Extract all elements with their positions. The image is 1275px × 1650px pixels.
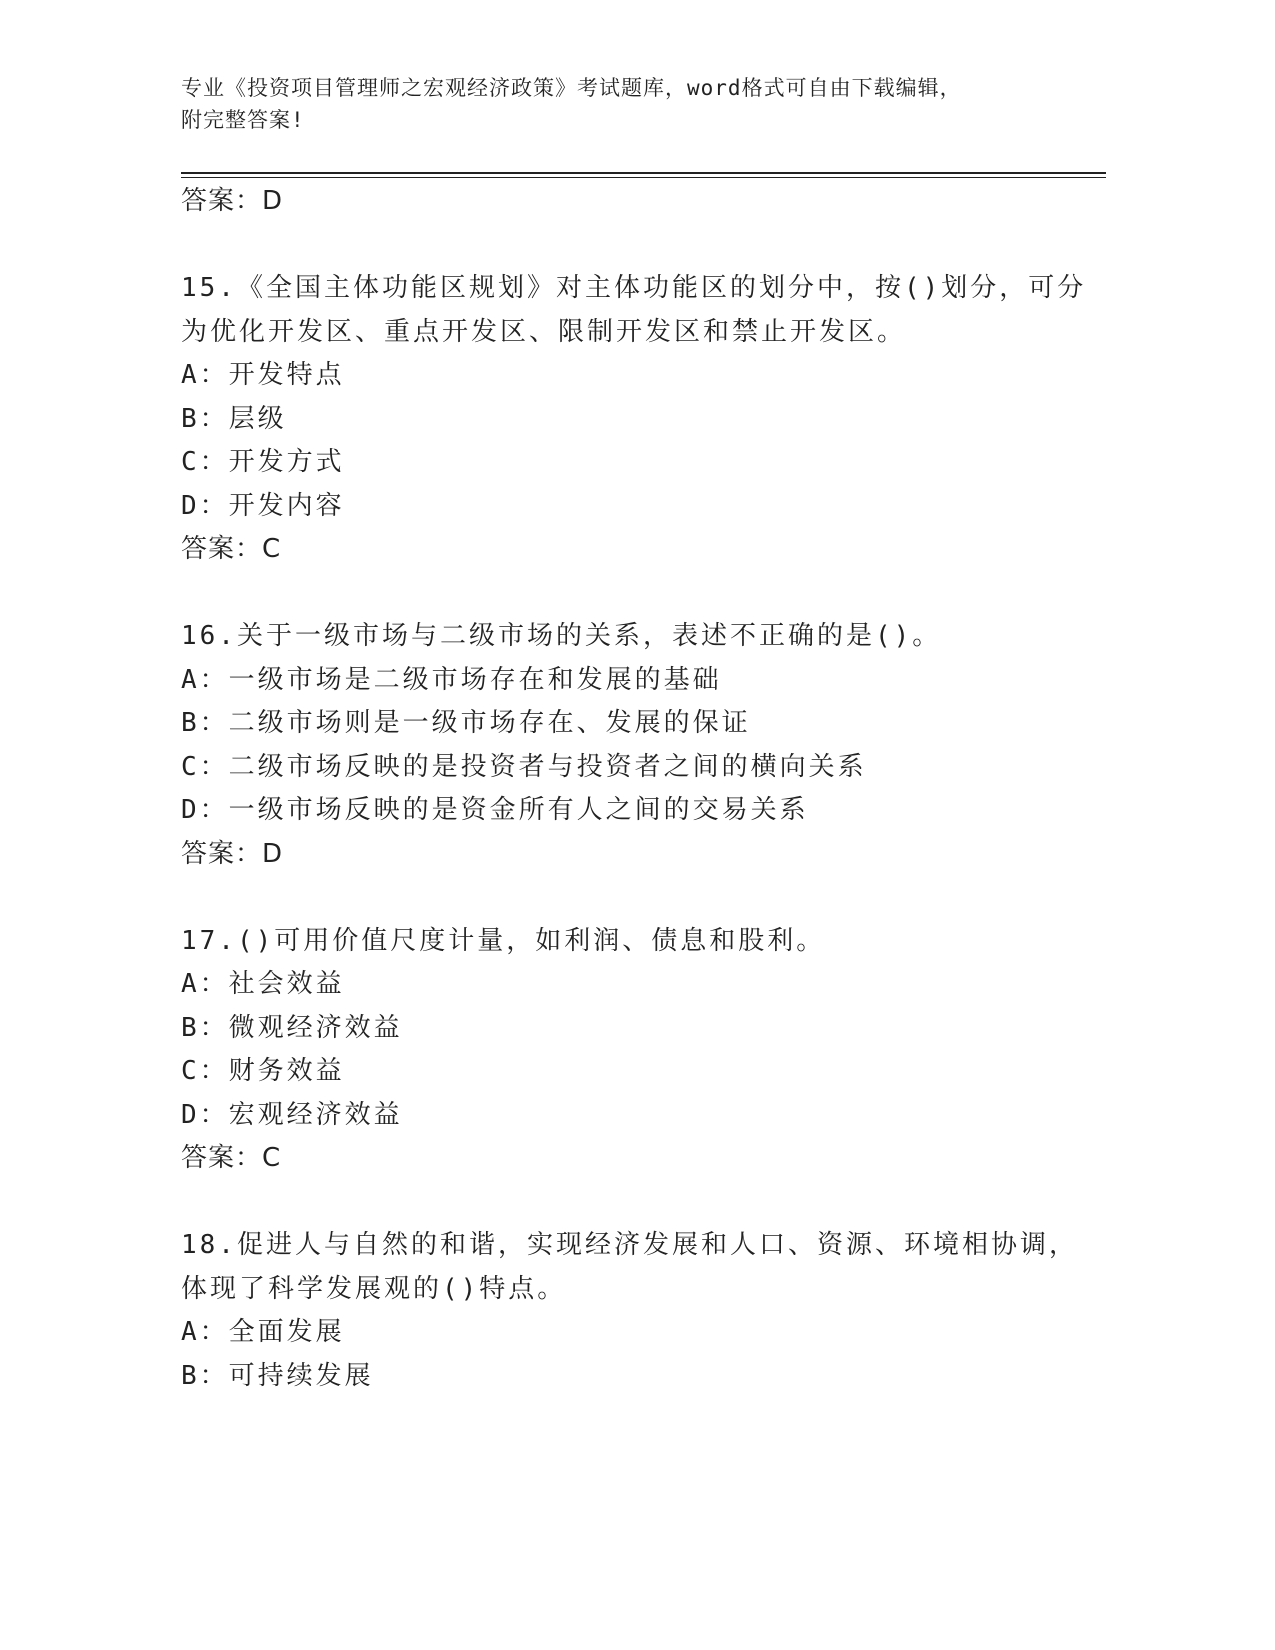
- option-a: A：社会效益: [181, 969, 345, 999]
- header-divider-thick: [181, 172, 1106, 174]
- question-16: [181, 615, 1081, 876]
- option-b: B：可持续发展: [181, 1360, 374, 1391]
- option-d: D：宏观经济效益: [181, 1099, 403, 1130]
- header-line-2: 附完整答案!: [181, 108, 305, 132]
- question-18: [181, 1224, 1081, 1398]
- question-stem-continued: 为优化开发区、重点开发区、限制开发区和禁止开发区。: [181, 316, 907, 347]
- spacer: [181, 572, 1081, 616]
- question-15: [181, 267, 1087, 572]
- option-b: B：微观经济效益: [181, 1012, 403, 1043]
- question-list: [181, 180, 1087, 1398]
- answer: 答案：D: [181, 838, 284, 869]
- answer: 答案：C: [181, 534, 282, 564]
- spacer: [181, 876, 1081, 920]
- question-stem: 18.促进人与自然的和谐，实现经济发展和人口、资源、环境相协调，: [181, 1230, 1078, 1260]
- spacer: [181, 224, 1081, 268]
- option-d: D：一级市场反映的是资金所有人之间的交易关系: [181, 795, 809, 825]
- option-a: A：开发特点: [181, 360, 345, 390]
- question-17: [181, 920, 1081, 1181]
- header-line-1: 专业《投资项目管理师之宏观经济政策》考试题库，word格式可自由下载编辑，: [181, 76, 962, 100]
- question-stem: 15.《全国主体功能区规划》对主体功能区的划分中，按()划分，可分: [181, 273, 1087, 303]
- option-c: C：财务效益: [181, 1056, 345, 1086]
- option-b: B：二级市场则是一级市场存在、发展的保证: [181, 708, 751, 738]
- question-stem: 17.()可用价值尺度计量，如利润、债息和股利。: [181, 925, 826, 956]
- option-d: D：开发内容: [181, 490, 345, 521]
- previous-answer: 答案：D: [181, 186, 284, 216]
- answer: 答案：C: [181, 1143, 282, 1173]
- header-divider-thin: [181, 177, 1106, 178]
- option-c: C：开发方式: [181, 447, 345, 477]
- page-header: [181, 72, 1081, 136]
- question-stem: 16.关于一级市场与二级市场的关系，表述不正确的是()。: [181, 621, 942, 651]
- option-a: A：一级市场是二级市场存在和发展的基础: [181, 664, 722, 695]
- option-a: A：全面发展: [181, 1317, 345, 1347]
- option-c: C：二级市场反映的是投资者与投资者之间的横向关系: [181, 751, 867, 782]
- option-b: B：层级: [181, 403, 287, 434]
- spacer: [181, 1181, 1081, 1225]
- question-stem-continued: 体现了科学发展观的()特点。: [181, 1273, 567, 1304]
